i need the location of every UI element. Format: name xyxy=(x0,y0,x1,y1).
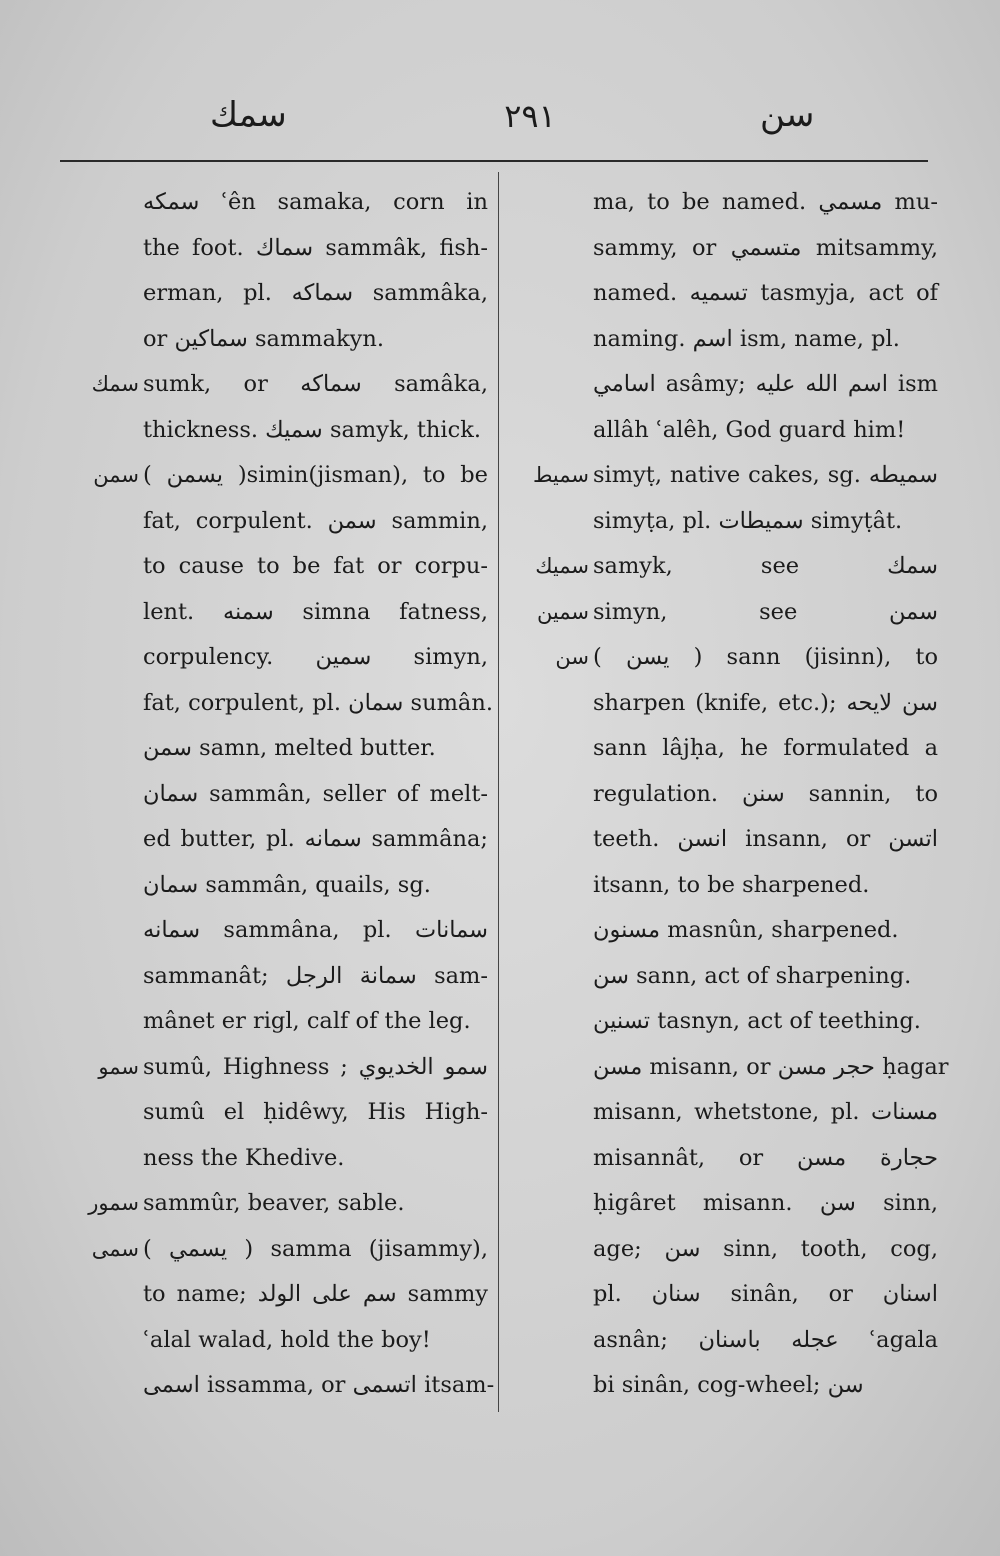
entry-line xyxy=(593,226,938,272)
entry-line xyxy=(143,772,488,818)
entry-text: تسنين tasnyn, act of teething. xyxy=(593,1008,921,1034)
entry-text: erman, pl. سماكه sammâka, xyxy=(143,280,488,306)
entry-line xyxy=(555,635,938,681)
entry-line xyxy=(593,180,938,226)
entry-line xyxy=(593,362,938,408)
entry-text: regulation. سنن sannin, to xyxy=(593,780,938,807)
entry-text: مسنون masnûn, sharpened. xyxy=(593,917,899,943)
entry-line xyxy=(593,681,938,727)
entry-line xyxy=(98,1045,488,1091)
entry-line xyxy=(91,362,488,408)
entry-text: سمان sammân, quails, sg. xyxy=(143,871,431,898)
entry-text: fat, corpulent, pl. سمان sumân. xyxy=(143,689,493,716)
entry-text: sammanât; سمانة الرجل sam- xyxy=(143,962,488,989)
entry-line xyxy=(143,226,488,272)
entry-text: samyk, see سمك xyxy=(593,553,938,579)
entry-line xyxy=(593,1136,938,1182)
entry-text: to name; سم على الولد sammy xyxy=(143,1281,489,1307)
entry-line xyxy=(593,499,938,545)
entry-text: mânet er rigl, calf of the leg. xyxy=(143,1008,471,1034)
entry-line xyxy=(143,590,488,636)
entry-text: allâh ʿalêh, God guard him! xyxy=(593,416,906,443)
entry-text: ʿalal walad, hold the boy! xyxy=(143,1326,431,1353)
entry-text: age; سن sinn, tooth, cog, xyxy=(593,1235,938,1262)
entry-line xyxy=(593,1272,938,1318)
entry-line xyxy=(143,954,488,1000)
entry-text: ma, to be named. مسمي mu- xyxy=(593,189,938,215)
entry-line xyxy=(593,772,938,818)
entry-text: سمان sammân, seller of melt- xyxy=(143,780,488,807)
entry-text: sammûr, beaver, sable. xyxy=(143,1190,405,1216)
entry-line xyxy=(143,681,493,727)
entry-line xyxy=(593,1181,938,1227)
entry-line xyxy=(593,1227,938,1273)
entry-text: simyn, see سمن xyxy=(593,598,938,625)
entry-text: sann lâjḥa, he formulated a xyxy=(593,735,938,761)
page-header xyxy=(60,95,928,145)
entry-text: ness the Khedive. xyxy=(143,1144,345,1171)
entry-line xyxy=(143,180,488,226)
entry-line xyxy=(143,271,488,317)
headword: سمن xyxy=(93,463,139,487)
entry-line xyxy=(143,1363,495,1409)
entry-text: the foot. سماك sammâk, fish- xyxy=(143,234,488,261)
entry-line xyxy=(88,1181,488,1227)
entry-line xyxy=(143,635,488,681)
entry-line xyxy=(143,908,488,954)
entry-text: سمن samn, melted butter. xyxy=(143,735,436,761)
header-rule xyxy=(60,160,928,162)
entry-text: simyṭ, native cakes, sg. سميطه xyxy=(593,462,938,488)
column-divider xyxy=(498,172,499,1412)
entry-line xyxy=(593,1318,938,1364)
entry-line xyxy=(593,1090,938,1136)
headword: سمور xyxy=(88,1191,139,1215)
entry-text: itsann, to be sharpened. xyxy=(593,871,870,898)
entry-text: ḥigâret misann. سن sinn, xyxy=(593,1190,938,1216)
entry-line xyxy=(143,317,488,363)
header-left-catchword: سمك xyxy=(210,95,287,135)
entry-text: ( يسمن )simin(jisman), to be xyxy=(143,462,488,488)
entry-text: سمكه ʿên samaka, corn in xyxy=(143,189,488,215)
entry-line xyxy=(143,1136,488,1182)
entry-text: asnân; عجله باسنان ʿagala xyxy=(593,1326,939,1353)
entry-text: teeth. انسن insann, or اتسن xyxy=(593,826,938,852)
right-column xyxy=(532,180,949,1409)
headword: سمو xyxy=(98,1054,139,1079)
entry-line xyxy=(593,908,938,954)
entry-text: سن sann, act of sharpening. xyxy=(593,962,912,989)
entry-text: sharpen (knife, etc.); سن لايحه xyxy=(593,689,938,716)
entry-line xyxy=(593,271,938,317)
entry-text: ed butter, pl. سمانه sammâna; xyxy=(143,826,489,852)
entry-line xyxy=(143,408,488,454)
entry-line xyxy=(593,317,938,363)
entry-text: اسامي asâmy; اسم الله عليه ism xyxy=(593,371,938,397)
entry-text: naming. اسم ism, name, pl. xyxy=(593,325,900,352)
headword: سمى xyxy=(91,1236,139,1261)
entry-line xyxy=(143,726,488,772)
entry-text: to cause to be fat or corpu- xyxy=(143,553,488,579)
entry-text: pl. سنان sinân, or اسنان xyxy=(593,1281,938,1307)
headword: سمك xyxy=(91,372,139,396)
entry-text: lent. سمنه simna fatness, xyxy=(143,598,488,625)
entry-text: sumû el ḥidêwy, His High- xyxy=(143,1099,488,1125)
entry-text: fat, corpulent. سمن sammin, xyxy=(143,507,489,534)
entry-line xyxy=(143,1318,488,1364)
entry-line xyxy=(143,863,488,909)
header-right-catchword: سن xyxy=(760,95,815,135)
entry-line xyxy=(143,1090,488,1136)
entry-line xyxy=(593,408,938,454)
entry-text: corpulency. سمين simyn, xyxy=(143,644,488,670)
entry-text: sumk, or سماكه samâka, xyxy=(143,371,488,397)
left-column xyxy=(88,180,495,1409)
entry-text: simyṭa, pl. سميطات simyṭât. xyxy=(593,507,903,534)
entry-line xyxy=(593,1363,938,1409)
entry-text: ( يسن ) sann (jisinn), to xyxy=(593,644,938,670)
entry-line xyxy=(143,1272,488,1318)
page-number: ٢٩١ xyxy=(504,97,556,135)
entry-text: misann, whetstone, pl. مسنات xyxy=(593,1099,938,1125)
entry-line xyxy=(143,999,488,1045)
entry-text: sumû, Highness ; سمو الخديوي xyxy=(143,1053,488,1080)
headword: سمين xyxy=(536,599,589,624)
entry-line xyxy=(93,453,488,499)
entry-line xyxy=(532,453,938,499)
entry-line xyxy=(143,499,488,545)
entry-line xyxy=(536,590,938,636)
headword: سن xyxy=(555,645,589,669)
entry-text: misannât, or حجارة مسن xyxy=(593,1144,938,1171)
entry-text: سمانه sammâna, pl. سمانات xyxy=(143,917,488,943)
entry-line xyxy=(593,1045,949,1091)
entry-text: or سماكين sammakyn. xyxy=(143,325,385,352)
entry-line xyxy=(593,863,938,909)
entry-text: named. تسميه tasmyja, act of xyxy=(593,280,938,306)
entry-line xyxy=(91,1227,488,1273)
headword: سميط xyxy=(532,463,589,487)
entry-text: ( يسمي ) samma (jisammy), xyxy=(143,1235,488,1262)
entry-line xyxy=(593,817,938,863)
entry-line xyxy=(535,544,938,590)
entry-text: اسمى issamma, or اتسمى itsam- xyxy=(143,1372,495,1398)
entry-text: مسن misann, or حجر مسن ḥagar xyxy=(593,1053,949,1080)
entry-line xyxy=(593,726,938,772)
entry-line xyxy=(593,954,938,1000)
entry-text: sammy, or متسمي mitsammy, xyxy=(593,234,938,261)
entry-text: bi sinân, cog-wheel; سن xyxy=(593,1372,864,1398)
headword: سميك xyxy=(535,554,589,578)
entry-line xyxy=(593,999,938,1045)
entry-text: thickness. سميك samyk, thick. xyxy=(143,416,482,443)
entry-line xyxy=(143,817,488,863)
entry-line xyxy=(143,544,488,590)
